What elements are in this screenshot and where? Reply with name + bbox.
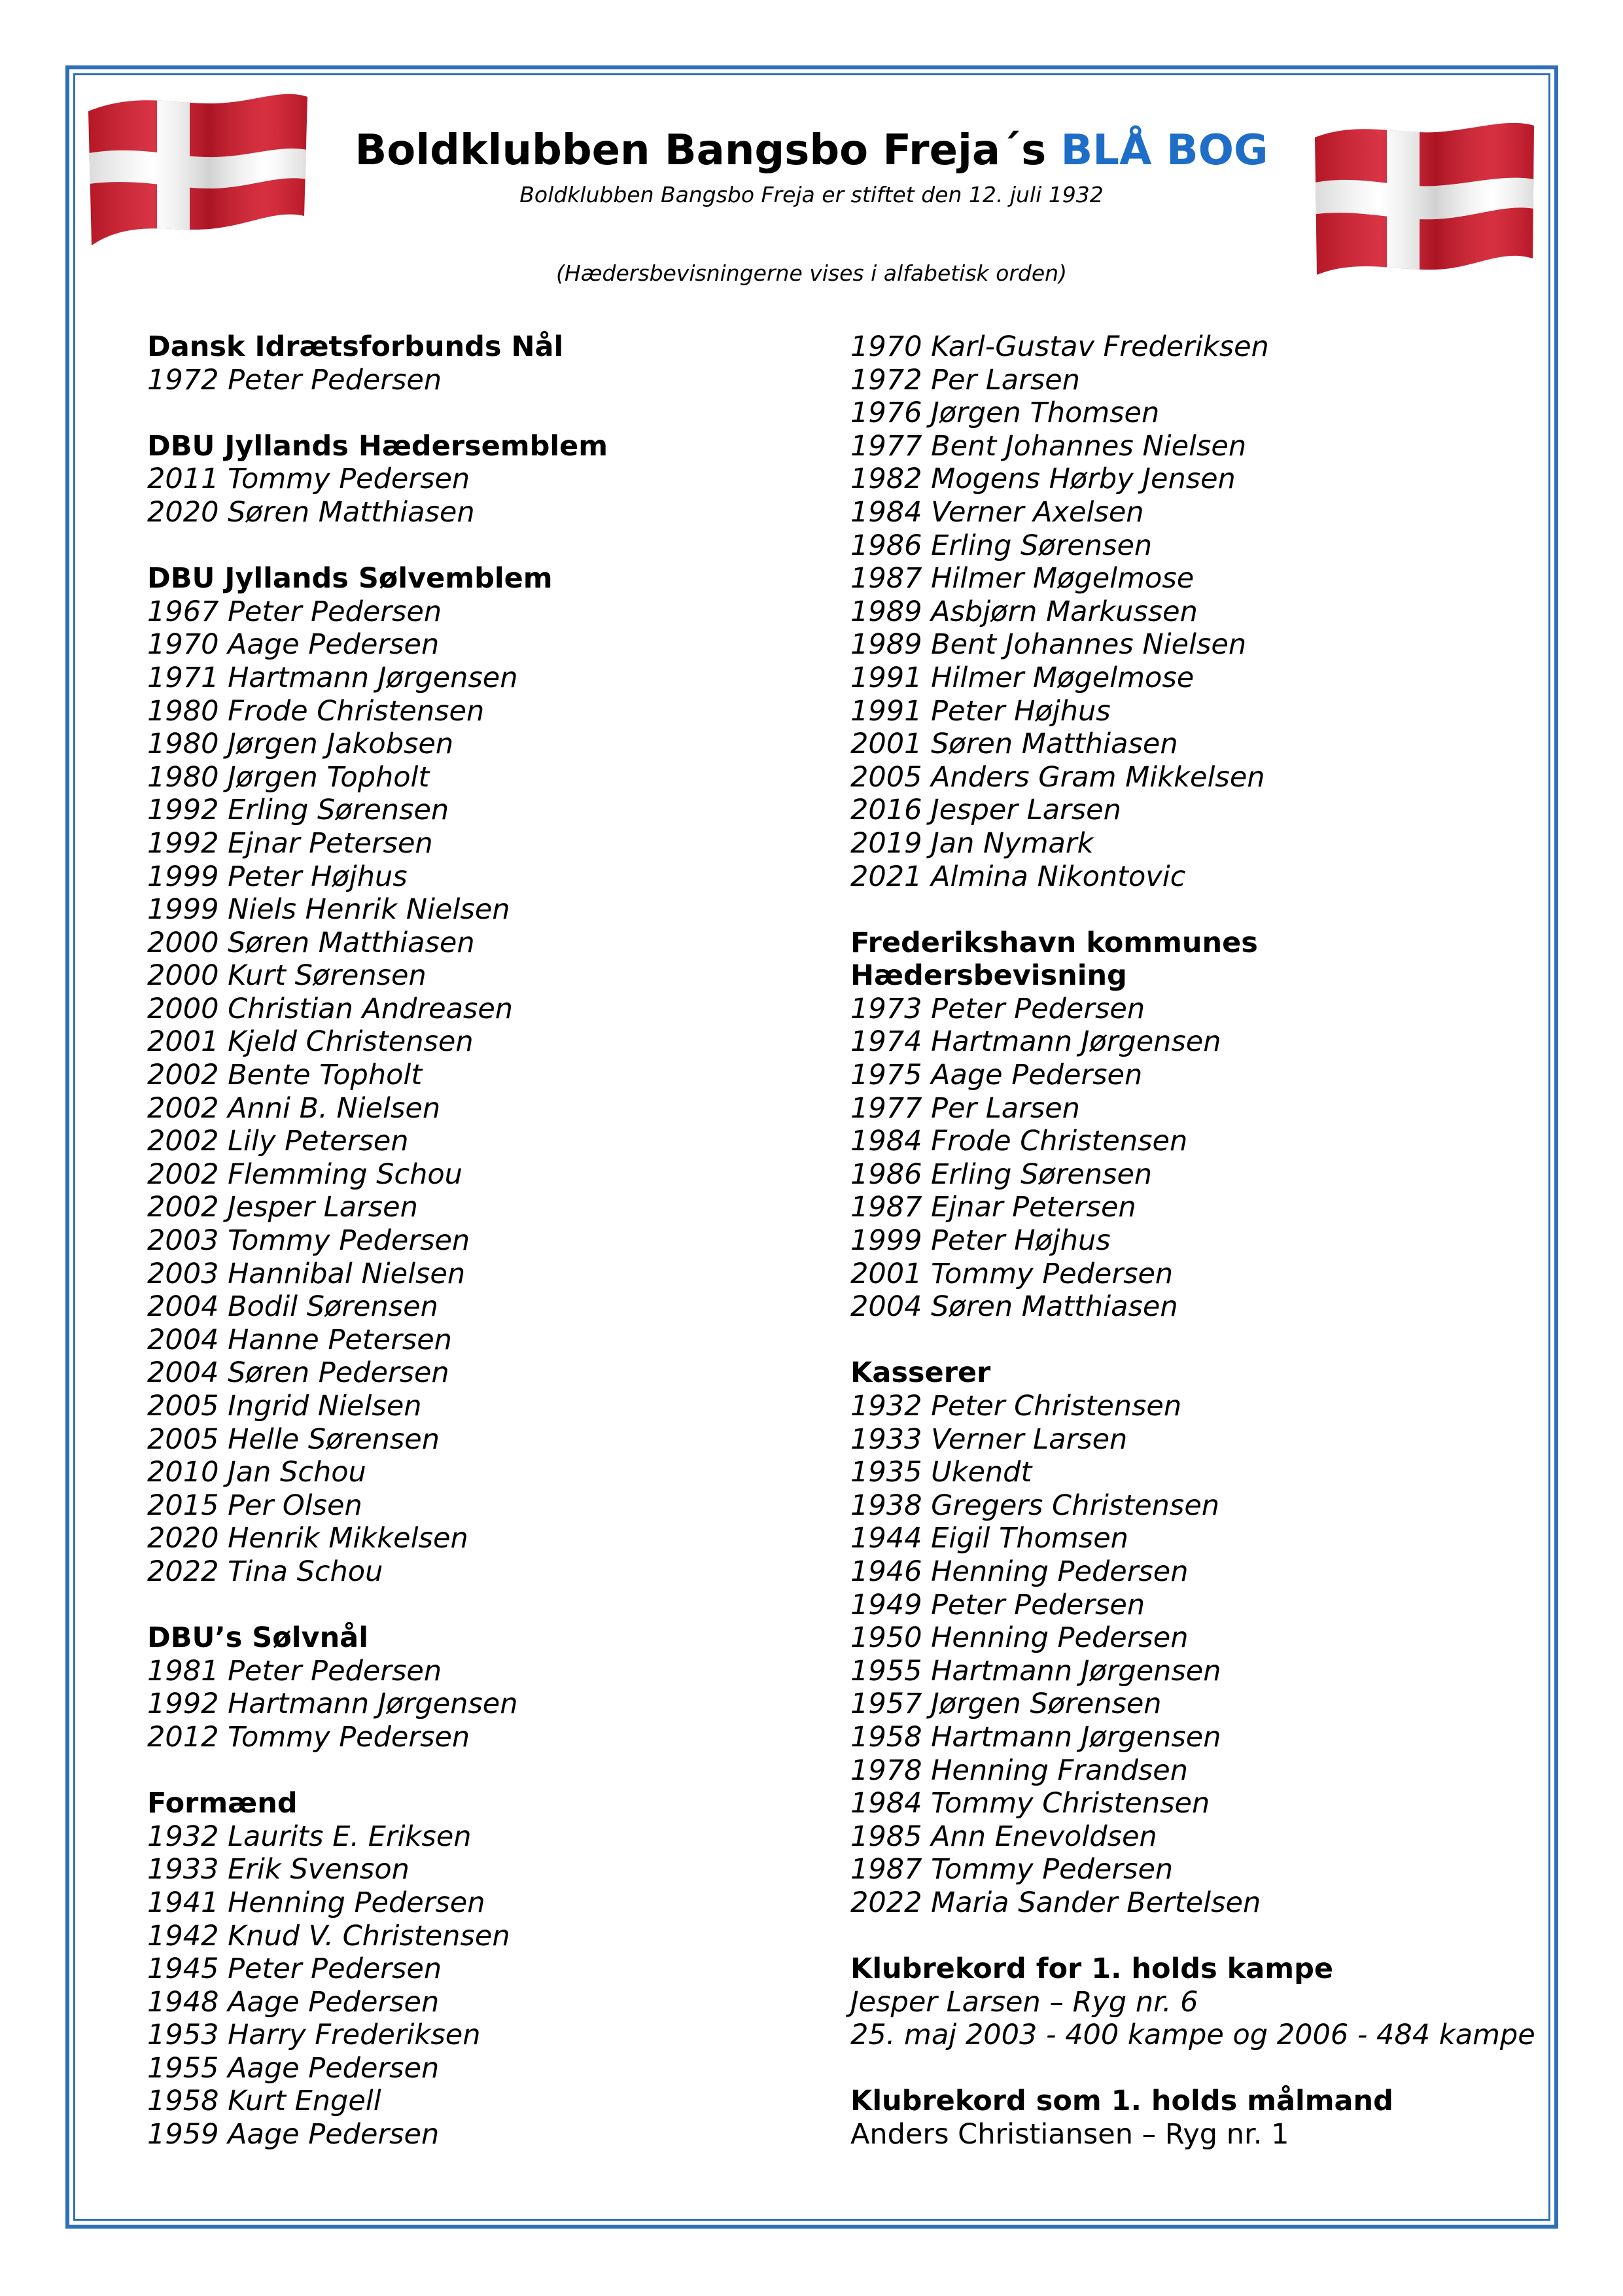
honor-entry: 2002 Lily Petersen [147,1125,409,1158]
section-municipality-honor [850,927,1570,1324]
section-heading: Klubrekord for 1. holds kampe [850,1952,1334,1986]
honor-entry: 1981 Peter Pedersen [147,1654,442,1687]
honor-entry: 2016 Jesper Larsen [850,794,1121,827]
section-heading: Formænd [147,1787,298,1820]
honor-entry: 1980 Jørgen Jakobsen [147,728,454,761]
honor-entry: 2015 Per Olsen [147,1489,362,1522]
page-subtitle: Boldklubben Bangsbo Freja er stiftet den 12. juli 1932 [519,182,1104,207]
section-dbu-silver-pin [147,1621,841,1754]
honor-entry: 2001 Tommy Pedersen [850,1257,1174,1290]
honor-entry: 1984 Tommy Christensen [850,1787,1210,1820]
honor-entry: 1986 Erling Sørensen [850,529,1153,562]
honor-entry: 1992 Erling Sørensen [147,794,449,827]
honor-entry: 1933 Erik Svenson [147,1853,410,1886]
honor-entry: 2022 Maria Sander Bertelsen [850,1886,1261,1919]
honor-list [850,993,1570,1324]
honor-entry: 1976 Jørgen Thomsen [850,397,1160,430]
honor-entry: 2004 Søren Pedersen [147,1356,449,1390]
section-heading-line2: Hædersbevisning [850,959,1127,993]
honor-entry: 1991 Peter Højhus [850,694,1111,728]
section-heading: Frederikshavn kommunes [850,926,1258,959]
record-detail: 25. maj 2003 - 400 kampe og 2006 - 484 kampe [850,2019,1535,2052]
honor-entry: 2000 Søren Matthiasen [147,926,475,959]
honor-entry: 1953 Harry Frederiksen [147,2019,481,2052]
honor-entry: 2012 Tommy Pedersen [147,1720,470,1754]
honor-entry: 1938 Gregers Christensen [850,1489,1220,1522]
honor-entry: 1967 Peter Pedersen [147,595,442,628]
honor-entry: 2011 Tommy Pedersen [147,463,470,496]
honor-entry: 1977 Bent Johannes Nielsen [850,429,1247,463]
honor-entry: 1944 Eigil Thomsen [850,1522,1128,1555]
honor-entry: 1999 Niels Henrik Nielsen [147,893,510,927]
honor-entry: 2010 Jan Schou [147,1456,366,1489]
ordering-note: (Hædersbevisningerne vises i alfabetisk orden) [556,260,1067,286]
honor-entry: 2002 Jesper Larsen [147,1191,418,1224]
honor-entry: 1950 Henning Pedersen [850,1621,1189,1655]
page-title [0,121,1623,180]
section-heading: Dansk Idrætsforbunds Nål [147,330,564,363]
honor-entry: 1932 Laurits E. Eriksen [147,1820,472,1853]
honor-entry: 1942 Knud V. Christensen [147,1919,510,1952]
honor-entry: 1992 Hartmann Jørgensen [147,1687,518,1721]
honor-entry: 1984 Verner Axelsen [850,495,1144,529]
honor-entry: 1955 Hartmann Jørgensen [850,1654,1221,1687]
honor-entry: 1978 Henning Frandsen [850,1754,1188,1787]
honor-entry: 2000 Kurt Sørensen [147,959,427,993]
honor-list [147,463,841,529]
section-heading: DBU Jyllands Sølvemblem [147,562,553,595]
honor-entry: 2002 Anni B. Nielsen [147,1091,441,1125]
section-dbu-silver-emblem [147,562,841,1588]
section-heading: DBU’s Sølvnål [147,1621,368,1655]
honor-list [147,1655,841,1754]
honor-entry: 1959 Aage Pedersen [147,2118,440,2151]
honor-entry: 1957 Jørgen Sørensen [850,1687,1162,1721]
honor-entry: 1955 Aage Pedersen [147,2051,440,2085]
honor-entry: 2020 Søren Matthiasen [147,495,475,529]
title-main: Boldklubben Bangsbo Freja´s [355,126,1061,175]
honor-entry: 2005 Ingrid Nielsen [147,1390,422,1422]
right-column [850,330,1570,2151]
left-column [147,330,841,2151]
section-dif-pin [147,330,841,397]
honor-entry: 1948 Aage Pedersen [147,1985,440,2019]
honor-entry: 1958 Hartmann Jørgensen [850,1720,1221,1754]
honor-entry: 1972 Per Larsen [850,363,1080,397]
honor-entry: 2002 Flemming Schou [147,1157,462,1191]
honor-entry: 1987 Hilmer Møgelmose [850,562,1195,595]
honor-entry: 1980 Jørgen Topholt [147,760,430,794]
honor-list [147,595,841,1589]
honor-entry: 2005 Helle Sørensen [147,1422,440,1456]
honor-entry: 1991 Hilmer Møgelmose [850,661,1195,694]
honor-entry: 1989 Asbjørn Markussen [850,595,1198,628]
honor-entry: 1989 Bent Johannes Nielsen [850,628,1247,662]
honor-entry: 1970 Karl-Gustav Frederiksen [850,330,1269,363]
honor-list [850,330,1570,893]
honor-list [147,364,841,397]
honor-entry: 2001 Søren Matthiasen [850,728,1178,761]
honor-entry: 1985 Ann Enevoldsen [850,1820,1157,1853]
honor-entry: 1973 Peter Pedersen [850,992,1145,1025]
section-heading: Klubrekord som 1. holds målmand [850,2085,1393,2118]
section-record-keeper [850,2085,1570,2151]
honor-entry: 1987 Ejnar Petersen [850,1191,1136,1224]
honor-entry: 2000 Christian Andreasen [147,992,514,1025]
section-chairmen-continued [850,330,1570,893]
honor-entry: 1971 Hartmann Jørgensen [147,661,518,694]
honor-list [850,1390,1570,1920]
section-record-matches [850,1952,1570,2052]
record-holder: Jesper Larsen – Ryg nr. 6 [850,1985,1198,2019]
honor-list [147,1820,841,2151]
honor-entry: 1945 Peter Pedersen [147,1952,442,1986]
honor-entry: 1977 Per Larsen [850,1091,1080,1125]
section-heading: Kasserer [850,1356,991,1390]
honor-entry: 1933 Verner Larsen [850,1422,1128,1456]
honor-entry: 1980 Frode Christensen [147,694,485,728]
honor-entry: 2001 Kjeld Christensen [147,1025,474,1059]
honor-entry: 1941 Henning Pedersen [147,1886,485,1919]
section-dbu-honor [147,430,841,529]
honor-entry: 2022 Tina Schou [147,1555,383,1588]
section-treasurer [850,1356,1570,1919]
honor-entry: 1932 Peter Christensen [850,1390,1182,1422]
honor-entry: 1946 Henning Pedersen [850,1555,1189,1588]
honor-entry: 2004 Søren Matthiasen [850,1290,1178,1324]
honor-entry: 2004 Bodil Sørensen [147,1290,438,1324]
honor-entry: 1986 Erling Sørensen [850,1157,1153,1191]
honor-entry: 2020 Henrik Mikkelsen [147,1522,468,1555]
honor-entry: 1972 Peter Pedersen [147,363,442,397]
honor-entry: 1974 Hartmann Jørgensen [850,1025,1221,1059]
honor-entry: 1987 Tommy Pedersen [850,1853,1174,1886]
honor-entry: 2002 Bente Topholt [147,1059,423,1092]
honor-entry: 1982 Mogens Hørby Jensen [850,463,1236,496]
honor-entry: 2004 Hanne Petersen [147,1323,452,1356]
honor-entry: 1958 Kurt Engell [147,2085,381,2118]
honor-entry: 1949 Peter Pedersen [850,1588,1145,1621]
honor-entry: 2021 Almina Nikontovic [850,860,1186,893]
honor-entry: 2003 Hannibal Nielsen [147,1257,466,1290]
honor-entry: 1935 Ukendt [850,1456,1032,1489]
record-holder: Anders Christiansen – Ryg nr. 1 [850,2118,1289,2151]
honor-entry: 1999 Peter Højhus [147,860,408,893]
honor-entry: 1999 Peter Højhus [850,1224,1111,1258]
section-heading: DBU Jyllands Hædersemblem [147,429,608,463]
section-chairmen [147,1787,841,2151]
honor-entry: 1984 Frode Christensen [850,1125,1188,1158]
title-accent: BLÅ BOG [1060,126,1268,175]
honor-entry: 1975 Aage Pedersen [850,1059,1143,1092]
honor-entry: 1970 Aage Pedersen [147,628,440,662]
honor-entry: 2003 Tommy Pedersen [147,1224,470,1258]
honor-entry: 1992 Ejnar Petersen [147,826,433,860]
honor-entry: 2019 Jan Nymark [850,826,1094,860]
honor-entry: 2005 Anders Gram Mikkelsen [850,760,1265,794]
